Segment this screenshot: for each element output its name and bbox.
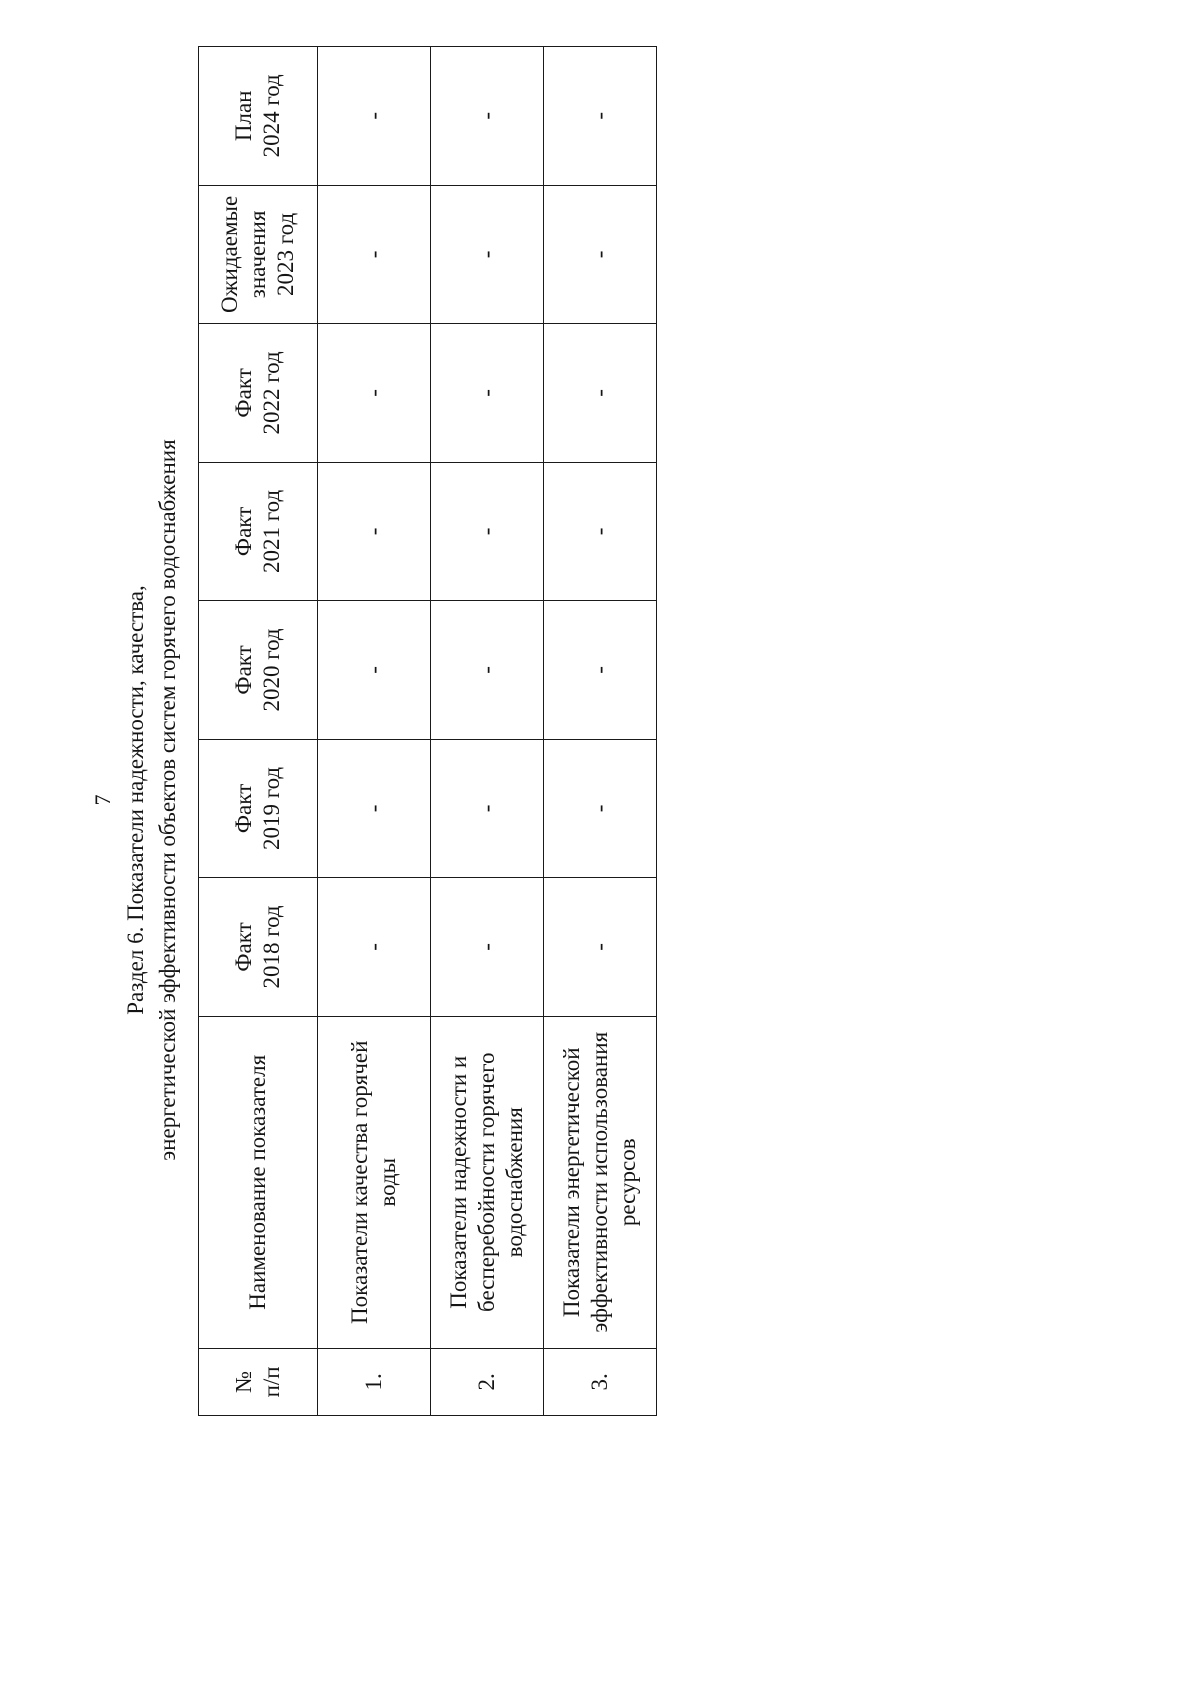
row-indicator-name: Показатели надежности и бесперебойности горячего водоснабжения	[431, 1016, 544, 1348]
header-2019: Факт 2019 год	[199, 739, 318, 878]
header-2023: Ожидаемые значения 2023 год	[199, 185, 318, 324]
table-header-row	[199, 47, 318, 1416]
header-2024: План 2024 год	[199, 47, 318, 186]
value-cell: -	[544, 601, 657, 740]
page-number: 7	[90, 794, 115, 806]
indicators-table	[198, 46, 657, 1416]
value-cell: -	[318, 601, 431, 740]
header-2018: Факт 2018 год	[199, 878, 318, 1017]
header-2020: Факт 2020 год	[199, 601, 318, 740]
section-title-line-1: Раздел 6. Показатели надежности, качества,	[123, 585, 148, 1015]
value-cell: -	[431, 324, 544, 463]
value-cell: -	[544, 47, 657, 186]
row-indicator-name: Показатели энергетической эффективности использования ресурсов	[544, 1016, 657, 1348]
value-cell: -	[544, 739, 657, 878]
row-indicator-name: Показатели качества горячей воды	[318, 1016, 431, 1348]
row-number: 3.	[544, 1348, 657, 1415]
header-name: Наименование показателя	[199, 1016, 318, 1348]
value-cell: -	[544, 878, 657, 1017]
section-title-line-2: энергетической эффективности объектов систем горячего водоснабжения	[155, 439, 180, 1161]
value-cell: -	[318, 324, 431, 463]
value-cell: -	[544, 462, 657, 601]
header-2022: Факт 2022 год	[199, 324, 318, 463]
table-row	[544, 47, 657, 1416]
value-cell: -	[431, 47, 544, 186]
value-cell: -	[544, 185, 657, 324]
value-cell: -	[431, 878, 544, 1017]
value-cell: -	[318, 462, 431, 601]
table-row	[318, 47, 431, 1416]
table-row	[431, 47, 544, 1416]
value-cell: -	[431, 462, 544, 601]
value-cell: -	[544, 324, 657, 463]
row-number: 1.	[318, 1348, 431, 1415]
value-cell: -	[431, 185, 544, 324]
header-num: № п/п	[199, 1348, 318, 1415]
value-cell: -	[318, 185, 431, 324]
value-cell: -	[318, 878, 431, 1017]
value-cell: -	[318, 739, 431, 878]
rotated-document-sheet	[70, 40, 690, 1560]
value-cell: -	[431, 601, 544, 740]
value-cell: -	[431, 739, 544, 878]
section-title	[120, 40, 184, 1560]
header-2021: Факт 2021 год	[199, 462, 318, 601]
value-cell: -	[318, 47, 431, 186]
row-number: 2.	[431, 1348, 544, 1415]
